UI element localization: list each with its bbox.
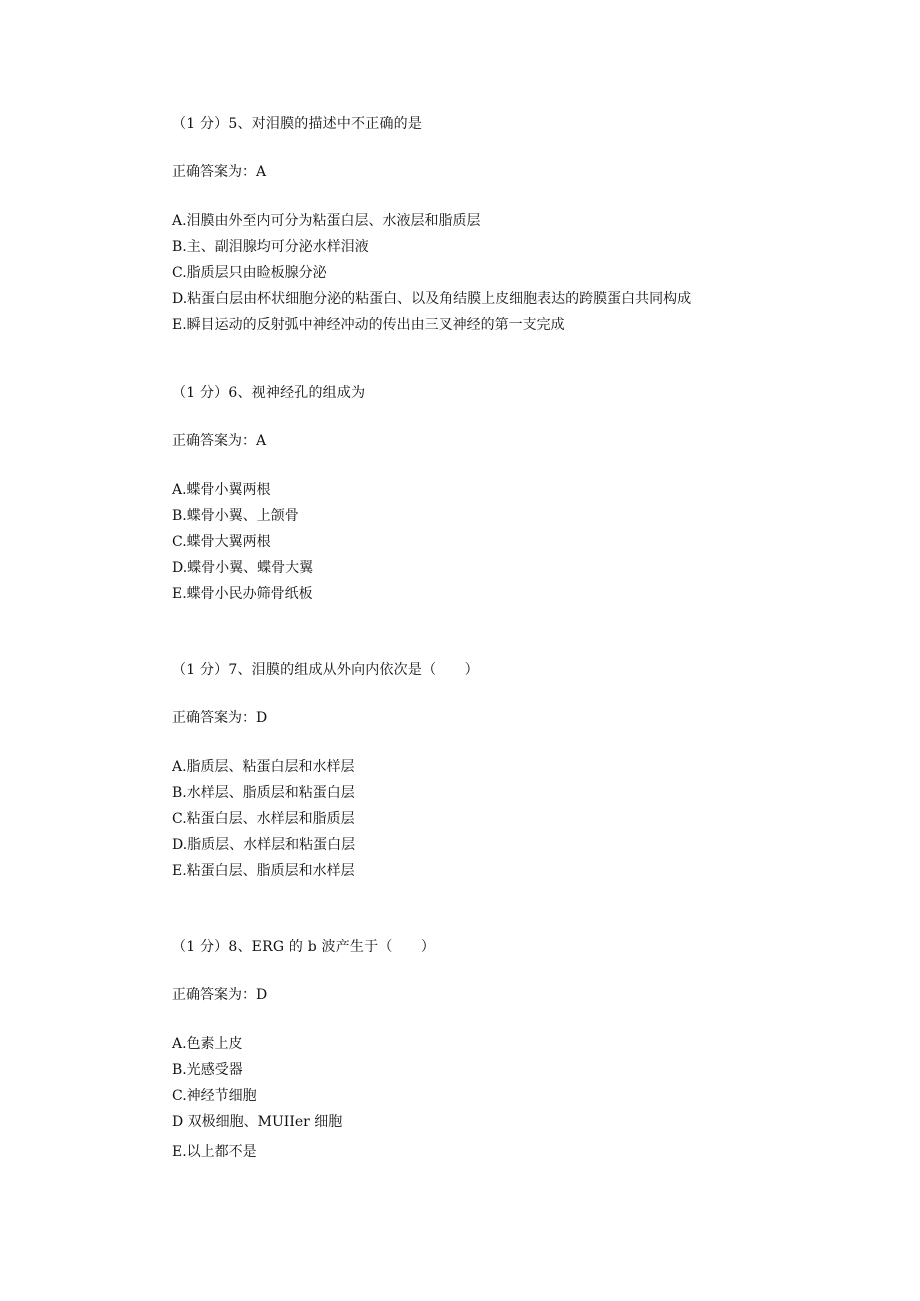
option-e: E.粘蛋白层、脂质层和水样层 <box>172 863 355 879</box>
question-title: （1 分）6、视神经孔的组成为 <box>172 385 366 401</box>
correct-answer: 正确答案为：A <box>172 164 267 180</box>
option-d: D.蝶骨小翼、蝶骨大翼 <box>172 560 314 576</box>
question-title: （1 分）5、对泪膜的描述中不正确的是 <box>172 116 423 132</box>
option-b: B.蝶骨小翼、上颌骨 <box>172 508 299 524</box>
correct-answer: 正确答案为：A <box>172 433 267 449</box>
question-8 <box>172 937 872 1165</box>
option-b: B.水样层、脂质层和粘蛋白层 <box>172 785 355 801</box>
option-a: A.泪膜由外至内可分为粘蛋白层、水液层和脂质层 <box>172 213 481 229</box>
option-list <box>172 477 872 607</box>
option-list <box>172 754 872 884</box>
question-title: （1 分）7、泪膜的组成从外向内依次是（ ） <box>172 662 479 678</box>
option-a: A.色素上皮 <box>172 1036 243 1052</box>
correct-answer: 正确答案为：D <box>172 987 268 1003</box>
option-list <box>172 1031 872 1165</box>
option-e: E.以上都不是 <box>172 1144 257 1160</box>
question-title: （1 分）8、ERG 的 b 波产生于（ ） <box>172 939 436 955</box>
option-d: D 双极细胞、MUIIer 细胞 <box>172 1114 343 1130</box>
option-a: A.脂质层、粘蛋白层和水样层 <box>172 759 355 775</box>
option-b: B.光感受器 <box>172 1062 243 1078</box>
option-c: C.脂质层只由睑板腺分泌 <box>172 265 327 281</box>
option-e: E.蝶骨小民办筛骨纸板 <box>172 586 313 602</box>
option-list <box>172 208 872 338</box>
option-c: C.粘蛋白层、水样层和脂质层 <box>172 811 355 827</box>
correct-answer: 正确答案为：D <box>172 710 268 726</box>
question-5 <box>172 114 872 338</box>
option-b: B.主、副泪腺均可分泌水样泪液 <box>172 239 369 255</box>
option-e: E.瞬目运动的反射弧中神经冲动的传出由三叉神经的第一支完成 <box>172 317 565 333</box>
option-d: D.粘蛋白层由杯状细胞分泌的粘蛋白、以及角结膜上皮细胞表达的跨膜蛋白共同构成 <box>172 291 692 307</box>
question-7 <box>172 660 872 884</box>
question-6 <box>172 383 872 607</box>
option-c: C.神经节细胞 <box>172 1088 257 1104</box>
option-c: C.蝶骨大翼两根 <box>172 534 271 550</box>
option-d: D.脂质层、水样层和粘蛋白层 <box>172 837 356 853</box>
option-a: A.蝶骨小翼两根 <box>172 482 271 498</box>
